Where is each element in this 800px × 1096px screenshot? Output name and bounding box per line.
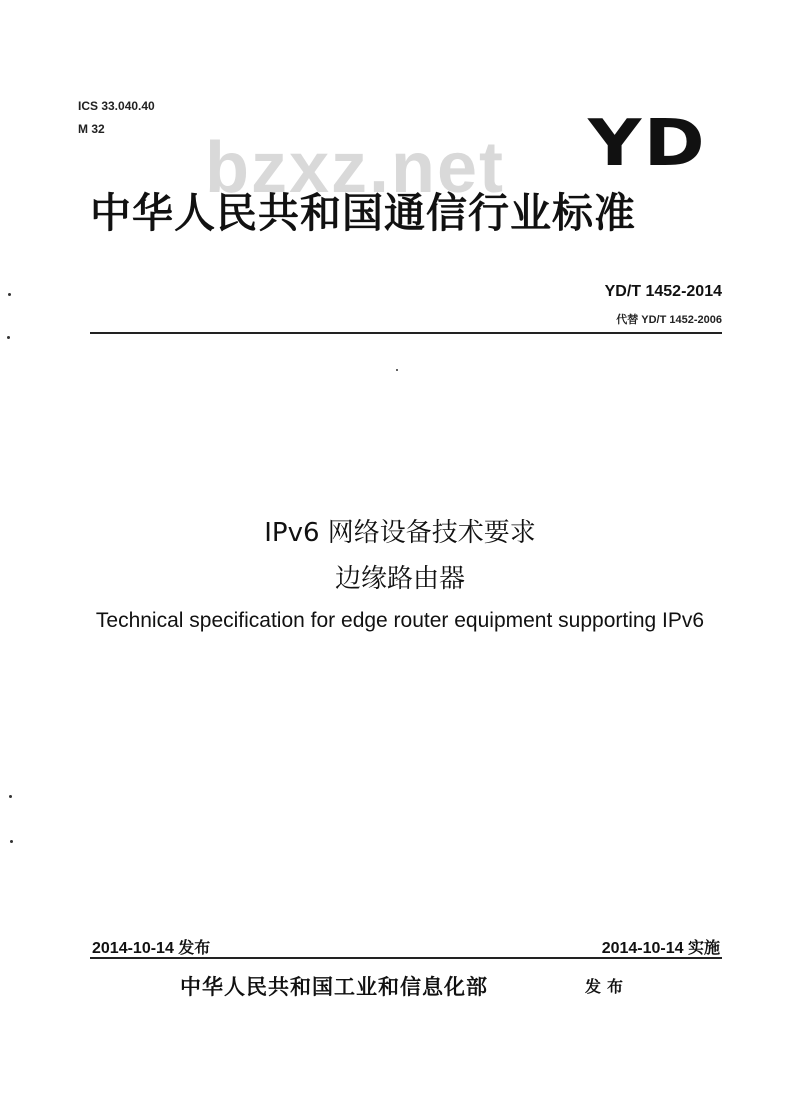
english-title: Technical specification for edge router equipment supporting IPv6 — [95, 609, 705, 632]
scan-speck — [8, 293, 11, 296]
implementation-date: 2014-10-14 实施 — [601, 940, 720, 957]
classification-code: M 32 — [78, 122, 105, 136]
replaces-note: 代替 YD/T 1452-2006 — [616, 314, 722, 326]
standard-title: 中华人民共和国通信行业标准 — [90, 189, 636, 237]
chinese-title-line-1: IPv6 网络设备技术要求 — [264, 518, 536, 548]
footer-divider — [90, 957, 722, 959]
scan-speck — [10, 840, 13, 843]
publisher: 中华人民共和国工业和信息化部 — [180, 974, 488, 999]
header-divider — [90, 332, 722, 334]
chinese-title-line-2: 边缘路由器 — [334, 564, 465, 594]
scan-speck — [7, 336, 10, 339]
document-number: YD/T 1452-2014 — [604, 283, 722, 300]
scan-speck — [9, 795, 12, 798]
ics-code: ICS 33.040.40 — [78, 99, 155, 113]
scan-speck — [396, 369, 398, 371]
watermark: bzxz.net — [205, 128, 506, 208]
publish-word: 发布 — [585, 977, 630, 996]
issue-date: 2014-10-14 发布 — [92, 940, 211, 957]
yd-logo: YD — [588, 107, 707, 181]
